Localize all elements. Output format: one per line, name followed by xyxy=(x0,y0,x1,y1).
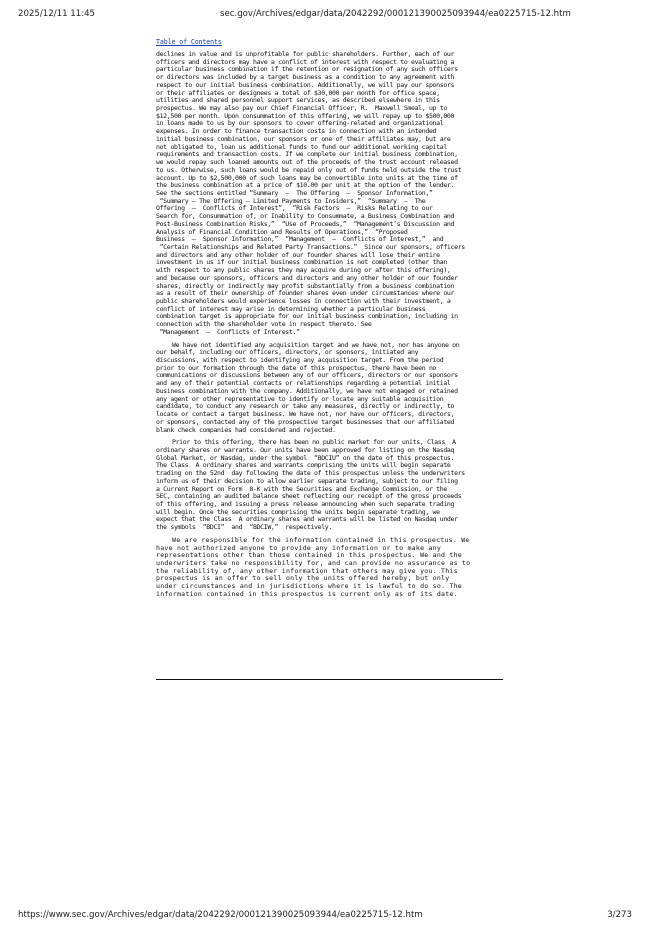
text-line: discussions, with respect to identifying any acquisition target. From the period xyxy=(156,357,444,365)
text-line: we would repay such loaned amounts out of the proceeds of the trust account released xyxy=(156,159,458,167)
text-line: inform us of their decision to allow earlier separate trading, subject to our filing xyxy=(156,477,458,485)
text-line: Post-Business Combination Risks,” “Use of Proceeds,” “Management’s Discussion and xyxy=(156,220,455,228)
table-of-contents-link[interactable]: Table of Contents xyxy=(156,38,222,46)
print-footer-url: https://www.sec.gov/Archives/edgar/data/2042292/000121390025093944/ea0225715-12.htm xyxy=(18,910,423,920)
text-line: expect that the Class A ordinary shares and warrants will be listed on Nasdaq under xyxy=(156,516,458,524)
text-line: and any of their potential contacts or relationships regarding a potential initial xyxy=(156,380,451,388)
text-line: trading on the 52nd day following the date of this prospectus unless the underwriters xyxy=(156,470,465,478)
text-line: Prior to this offering, there has been no public market for our units, Class A xyxy=(172,439,456,447)
print-header-url: sec.gov/Archives/edgar/data/2042292/000121390025093944/ea0225715-12.htm xyxy=(220,9,571,19)
text-line: “Summary — The Offering — Limited Payments to Insiders,” “Summary — The xyxy=(156,197,426,205)
text-line: the symbols “BDCI” and “BDCIW,” respectively. xyxy=(156,524,332,532)
text-line: combination target is appropriate for our initial business combination, including in xyxy=(156,313,458,321)
text-line: in loans made to us by our sponsors to cover offering-related and organizational xyxy=(156,120,444,128)
text-line: utilities and shared personnel support services, as described elsewhere in this xyxy=(156,97,440,105)
text-line: See the sections entitled “Summary — The Offering — Sponsor Information,” xyxy=(156,189,433,197)
text-line: a Current Report on Form 8-K with the Securities and Exchange Commission, or the xyxy=(156,485,447,493)
text-line: under circumstances and in jurisdictions where it is lawful to do so. The xyxy=(156,583,462,591)
text-line: We are responsible for the information contained in this prospectus. We xyxy=(172,536,470,544)
text-line: account. Up to $2,500,000 of such loans may be convertible into units at the time of xyxy=(156,174,458,182)
text-line: our behalf, including our officers, directors, or sponsors, initiated any xyxy=(156,349,419,357)
text-line: SEC, containing an audited balance sheet reflecting our receipt of the gross proceeds xyxy=(156,493,462,501)
paragraph-conflicts xyxy=(156,51,506,337)
text-line: initial business combination, our sponsors or one of their affiliates may, but are xyxy=(156,135,451,143)
text-line: of this offering, and issuing a press release announcing when such separate trading xyxy=(156,500,455,508)
print-datetime: 2025/12/11 11:45 xyxy=(18,9,96,19)
text-line: information contained in this prospectus is current only as of its date. xyxy=(156,590,458,598)
text-line: prior to our formation through the date of this prospectus, there have been no xyxy=(156,364,437,372)
text-line: requirements and transaction costs. If we complete our initial business combination, xyxy=(156,151,458,159)
text-line: ordinary shares or warrants. Our units have been approved for listing on the Nasdaq xyxy=(156,446,455,454)
text-line: or sponsors, contacted any of the prospective target businesses that our affiliated xyxy=(156,418,455,426)
text-line: blank check companies had considered and rejected. xyxy=(156,426,336,434)
text-line: and directors and any other holder of our founder shares will lose their entire xyxy=(156,251,440,259)
text-line: not obligated to, loan us additional funds to fund our additional working capital xyxy=(156,143,447,151)
paragraph-acquisition-target xyxy=(156,342,506,435)
text-line: with respect to any public shares they may acquire during or after this offering), xyxy=(156,267,451,275)
document-body xyxy=(156,38,506,604)
text-line: or directors was included by a target business as a condition to any agreement with xyxy=(156,74,455,82)
section-divider xyxy=(156,679,503,680)
text-line: officers and directors may have a conflict of interest with respect to evaluating a xyxy=(156,58,455,66)
text-line: candidate, to conduct any research or take any measures, directly or indirectly, to xyxy=(156,403,455,411)
text-line: $12,500 per month. Upon consummation of this offering, we will repay up to $500,000 xyxy=(156,112,455,120)
text-line: locate or contact a target business. We have not, nor have our officers, directors, xyxy=(156,411,455,419)
text-line: have not authorized anyone to provide any information or to make any xyxy=(156,544,442,552)
text-line: Search for, Consummation of, or Inability to Consummate, a Business Combination and xyxy=(156,213,455,221)
text-line: prospectus is an offer to sell only the units offered hereby, but only xyxy=(156,575,450,583)
text-line: the business combination at a price of $10.00 per unit at the option of the lender. xyxy=(156,182,455,190)
text-line: declines in value and is unprofitable for public shareholders. Further, each of our xyxy=(156,51,455,58)
text-line: Global Market, or Nasdaq, under the symbol “BDCIU” on the date of this prospectus. xyxy=(156,454,455,462)
text-line: prospectus. We may also pay our Chief Financial Officer, R. Maxwell Smeal, up to xyxy=(156,105,447,113)
text-line: public shareholders would experience losses in connection with their investment, a xyxy=(156,298,451,305)
text-line: communications or discussions between any of our officers, directors or our sponsors xyxy=(156,372,458,380)
text-line: We have not identified any acquisition target and we have not, nor has anyone on xyxy=(172,341,460,349)
text-line: Analysis of Financial Condition and Results of Operations,” “Proposed xyxy=(156,228,408,236)
text-line: the reliability of, any other information that others may give you. This xyxy=(156,567,458,575)
text-line: shares, directly or indirectly may profit substantially from a business combination xyxy=(156,282,455,290)
text-line: respect to our initial business combination. Additionally, we will pay our sponsors xyxy=(156,81,455,89)
text-line: Offering — Conflicts of Interest”, “Risk Factors — Risks Relating to our xyxy=(156,205,433,213)
text-line: The Class A ordinary shares and warrants comprising the units will begin separate xyxy=(156,462,451,470)
text-line: any agent or other representative to identify or locate any suitable acquisition xyxy=(156,395,444,403)
text-line: to us. Otherwise, such loans would be repaid only out of funds held outside the trust xyxy=(156,166,462,174)
text-line: representations other than those contained in this prospectus. We and the xyxy=(156,552,462,560)
paragraph-responsibility xyxy=(156,537,506,599)
print-page-number: 3/273 xyxy=(607,910,632,920)
text-line: will begin. Once the securities comprising the units begin separate trading, we xyxy=(156,508,440,516)
text-line: “Certain Relationships and Related Party Transactions.” Since our sponsors, officers xyxy=(156,243,465,251)
text-line: underwriters take no responsibility for, and can provide no assurance as to xyxy=(156,560,471,567)
paragraph-public-market xyxy=(156,439,506,532)
text-line: investment in us if our initial business combination is not completed (other than xyxy=(156,259,447,267)
text-line: “Management — Conflicts of Interest.” xyxy=(156,328,300,336)
text-line: expenses. In order to finance transaction costs in connection with an intended xyxy=(156,128,437,136)
text-line: connection with the shareholder vote in respect thereto. See xyxy=(156,321,372,329)
text-line: and because our sponsors, officers and directors and any other holder of our founder xyxy=(156,274,458,282)
text-line: business combination with the company. Additionally, we have not engaged or retained xyxy=(156,387,458,395)
text-line: conflict of interest may arise in determining whether a particular business xyxy=(156,305,426,313)
browser-print-header xyxy=(0,9,662,23)
text-line: particular business combination if the retention or resignation of any such officers xyxy=(156,66,458,74)
text-line: Business — Sponsor Information,” “Management — Conflicts of Interest,” and xyxy=(156,236,444,244)
text-line: as a result of their ownership of founder shares even under circumstances where our xyxy=(156,290,455,298)
text-line: or their affiliates or designees a total of $30,000 per month for office space, xyxy=(156,89,440,97)
browser-print-footer xyxy=(0,910,662,924)
